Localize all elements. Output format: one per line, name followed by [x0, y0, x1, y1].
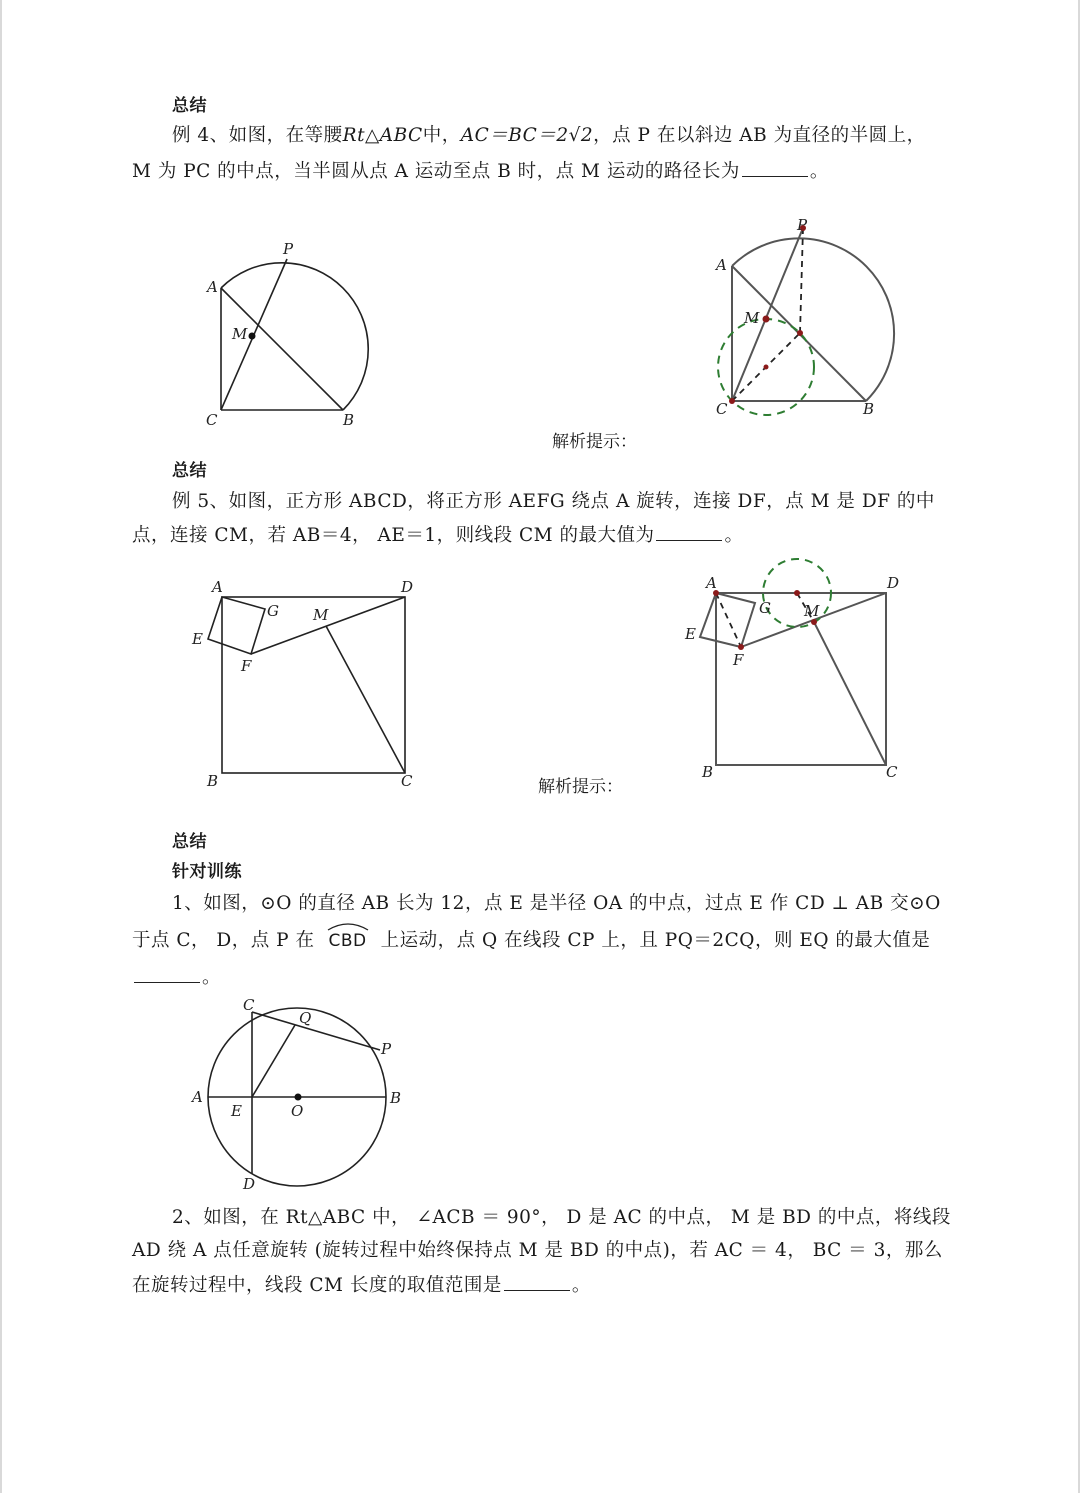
label-c: C: [401, 772, 413, 790]
answer-blank: [504, 1272, 570, 1291]
label-d: D: [887, 574, 900, 592]
training-summary-heading: 总结: [172, 832, 207, 852]
square-abcd: [716, 593, 886, 765]
q1-figure: [185, 990, 415, 1195]
label-m: M: [313, 606, 329, 624]
label-a: A: [212, 578, 223, 596]
answer-blank: [742, 158, 808, 177]
label-p: P: [283, 240, 294, 258]
label-a: A: [716, 256, 727, 274]
label-d: D: [243, 1175, 256, 1193]
ex4-figure: [190, 235, 390, 435]
label-b: B: [863, 400, 875, 418]
dashed-po: [800, 228, 803, 333]
q1-line1: 1、如图，⊙O 的直径 AB 长为 12，点 E 是半径 OA 的中点，过点 E 作 CD ⊥ AB 交⊙O: [172, 893, 941, 914]
segment-cp: [732, 228, 803, 401]
label-c: C: [716, 400, 728, 418]
q1-line2: 于点 C， D，点 P 在 CBD 上运动，点 Q 在线段 CP 上，且 PQ＝2CQ，则 EQ 的最大值是: [132, 929, 930, 953]
label-p: P: [797, 216, 808, 234]
segment-cm: [326, 626, 405, 773]
label-b: B: [702, 763, 714, 781]
label-m: M: [804, 602, 820, 620]
label-c: C: [206, 411, 218, 429]
segment-eq: [252, 1025, 295, 1097]
square-aefg: [208, 597, 265, 654]
label-e: E: [231, 1102, 242, 1120]
label-g: G: [759, 599, 771, 617]
ex5-hint-figure: [680, 555, 920, 790]
point-f: [738, 644, 744, 650]
label-e: E: [685, 625, 696, 643]
dashed-af: [716, 593, 741, 647]
label-e: E: [192, 630, 203, 648]
ex5-summary-heading: 总结: [172, 461, 207, 481]
q2-line3: 在旋转过程中，线段 CM 长度的取值范围是 。: [132, 1272, 591, 1298]
point-o: [295, 1094, 302, 1101]
ex4-question-line2: M 为 PC 的中点，当半圆从点 A 运动至点 B 时，点 M 运动的路径长为 。: [132, 158, 829, 184]
label-p: P: [381, 1040, 392, 1058]
label-m: M: [744, 309, 760, 327]
square-aefg: [700, 593, 755, 647]
label-a: A: [192, 1088, 203, 1106]
arc-cbd: CBD: [328, 929, 366, 953]
point-m: [763, 316, 770, 323]
point-c: [729, 398, 735, 404]
answer-blank: [656, 522, 722, 541]
label-o: O: [291, 1102, 304, 1120]
label-d: D: [401, 578, 414, 596]
ex4-hint-figure: [700, 215, 910, 425]
label-b: B: [343, 411, 355, 429]
answer-blank: [134, 964, 200, 983]
ex5-hint-label: 解析提示：: [538, 777, 623, 797]
label-b: B: [390, 1089, 402, 1107]
label-a: A: [207, 278, 218, 296]
segment-ab: [221, 288, 343, 410]
q2-line1: 2、如图，在 Rt△ABC 中， ∠ACB ＝ 90°， D 是 AC 的中点， M 是 BD 的中点，将线段: [172, 1207, 951, 1228]
label-c: C: [886, 763, 898, 781]
segment-cm: [814, 622, 886, 765]
q2-line2: AD 绕 A 点任意旋转 (旋转过程中始终保持点 M 是 BD 的中点)，若 AC ＝ 4， BC ＝ 3，那么: [132, 1240, 943, 1261]
point-o: [797, 330, 803, 336]
label-m: M: [232, 325, 248, 343]
arc-mark-icon: [326, 920, 370, 932]
label-a: A: [706, 574, 717, 592]
ex5-question-line2: 点，连接 CM，若 AB＝4， AE＝1，则线段 CM 的最大值为 。: [132, 522, 743, 548]
label-b: B: [207, 772, 219, 790]
circle-center: [794, 590, 800, 596]
label-g: G: [267, 602, 279, 620]
point-m: [249, 333, 256, 340]
segment-cp: [252, 1012, 380, 1050]
ex5-question-line1: 例 5、如图，正方形 ABCD，将正方形 AEFG 绕点 A 旋转，连接 DF，点 M 是 DF 的中: [172, 491, 935, 512]
page-edge-left: [0, 0, 2, 1493]
label-q: Q: [299, 1009, 312, 1027]
training-title: 针对训练: [172, 862, 242, 882]
q1-line3: 。: [132, 964, 221, 990]
label-c: C: [243, 996, 255, 1014]
ex5-figure: [185, 572, 425, 797]
label-f: F: [241, 657, 252, 675]
ex4-summary-heading: 总结: [172, 96, 207, 116]
ex4-question-line1: 例 4、如图，在等腰Rt△ABC中，AC＝BC＝2√2，点 P 在以斜边 AB 为直径的半圆上，: [172, 125, 926, 146]
circle-center: [764, 365, 769, 370]
ex4-hint-label: 解析提示：: [552, 432, 637, 452]
label-f: F: [733, 651, 744, 669]
